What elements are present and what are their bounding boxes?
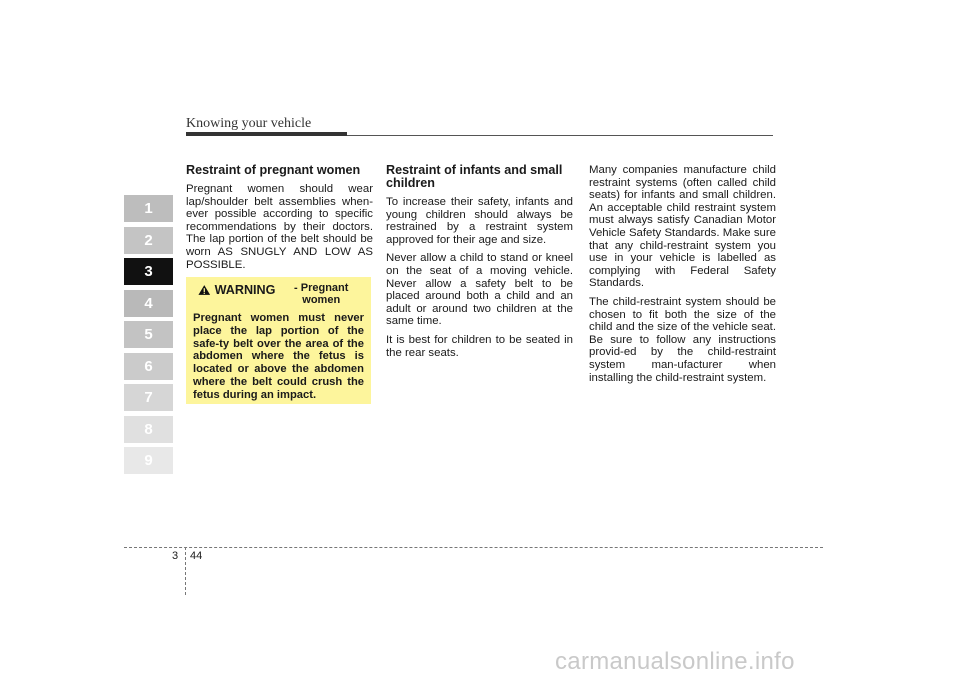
paragraph: The child-restraint system should be chosen to fit both the size of the child and the size of the vehicle seat. Be sure to follow any instructions provid-ed by the child-restraint system man-ufacturer when installing the child-restraint system.	[589, 295, 776, 384]
chapter-tab-3-active[interactable]: 3	[124, 258, 173, 285]
warning-triangle-icon	[198, 284, 211, 296]
chapter-tab-8[interactable]: 8	[124, 416, 173, 443]
column-child-restraint-systems	[589, 164, 776, 390]
chapter-tab-6[interactable]: 6	[124, 353, 173, 380]
footer-chapter-number: 3	[172, 550, 179, 562]
chapter-tab-1[interactable]: 1	[124, 195, 173, 222]
paragraph: It is best for children to be seated in the rear seats.	[386, 333, 573, 359]
chapter-tab-7[interactable]: 7	[124, 384, 173, 411]
chapter-tabs	[124, 195, 173, 479]
warning-header	[193, 283, 364, 306]
paragraph: To increase their safety, infants and young children should always be restrained by a restraint system approved for their age and size.	[386, 196, 573, 246]
footer-vertical-divider	[185, 547, 186, 595]
footer-divider	[124, 547, 823, 548]
warning-subject: - Pregnant women	[294, 282, 349, 306]
chapter-tab-9[interactable]: 9	[124, 447, 173, 474]
section-heading-pregnant-women: Restraint of pregnant women	[186, 163, 361, 177]
chapter-tab-4[interactable]: 4	[124, 290, 173, 317]
section-body-pregnant-women: Pregnant women should wear lap/shoulder belt assemblies when-ever possible according to specific recommendations by their doctors. The lap portion of the belt should be worn AS SNUGLY AND LOW AS POSSIBLE.	[186, 183, 373, 271]
header-rule-accent	[186, 132, 347, 136]
column-infants-children	[386, 164, 573, 365]
warning-label: WARNING	[214, 283, 276, 297]
paragraph: Many companies manufacture child restraint systems (often called child seats) for infants and small children. An acceptable child restraint system must always satisfy Canadian Motor Vehicle Safety Standards. Make sure that any child-restraint system you use in your vehicle is labelled as complying with Federal Safety Standards.	[589, 164, 776, 290]
chapter-tab-5[interactable]: 5	[124, 321, 173, 348]
chapter-tab-2[interactable]: 2	[124, 227, 173, 254]
watermark-text: carmanualsonline.info	[555, 648, 795, 675]
warning-box	[186, 277, 371, 404]
column-pregnant-women	[186, 164, 373, 277]
footer-page-number: 44	[190, 550, 203, 562]
warning-text: Pregnant women must never place the lap portion of the safe-ty belt over the area of the abdomen where the fetus is located or above the abdomen where the belt could crush the fetus during an impact.	[193, 312, 364, 401]
page-header-title: Knowing your vehicle	[186, 116, 312, 131]
section-heading-infants-children: Restraint of infants and small children	[386, 163, 563, 190]
paragraph: Never allow a child to stand or kneel on the seat of a moving vehicle. Never allow a safety belt to be placed around both a child and an adult or around two children at the same time.	[386, 252, 573, 328]
